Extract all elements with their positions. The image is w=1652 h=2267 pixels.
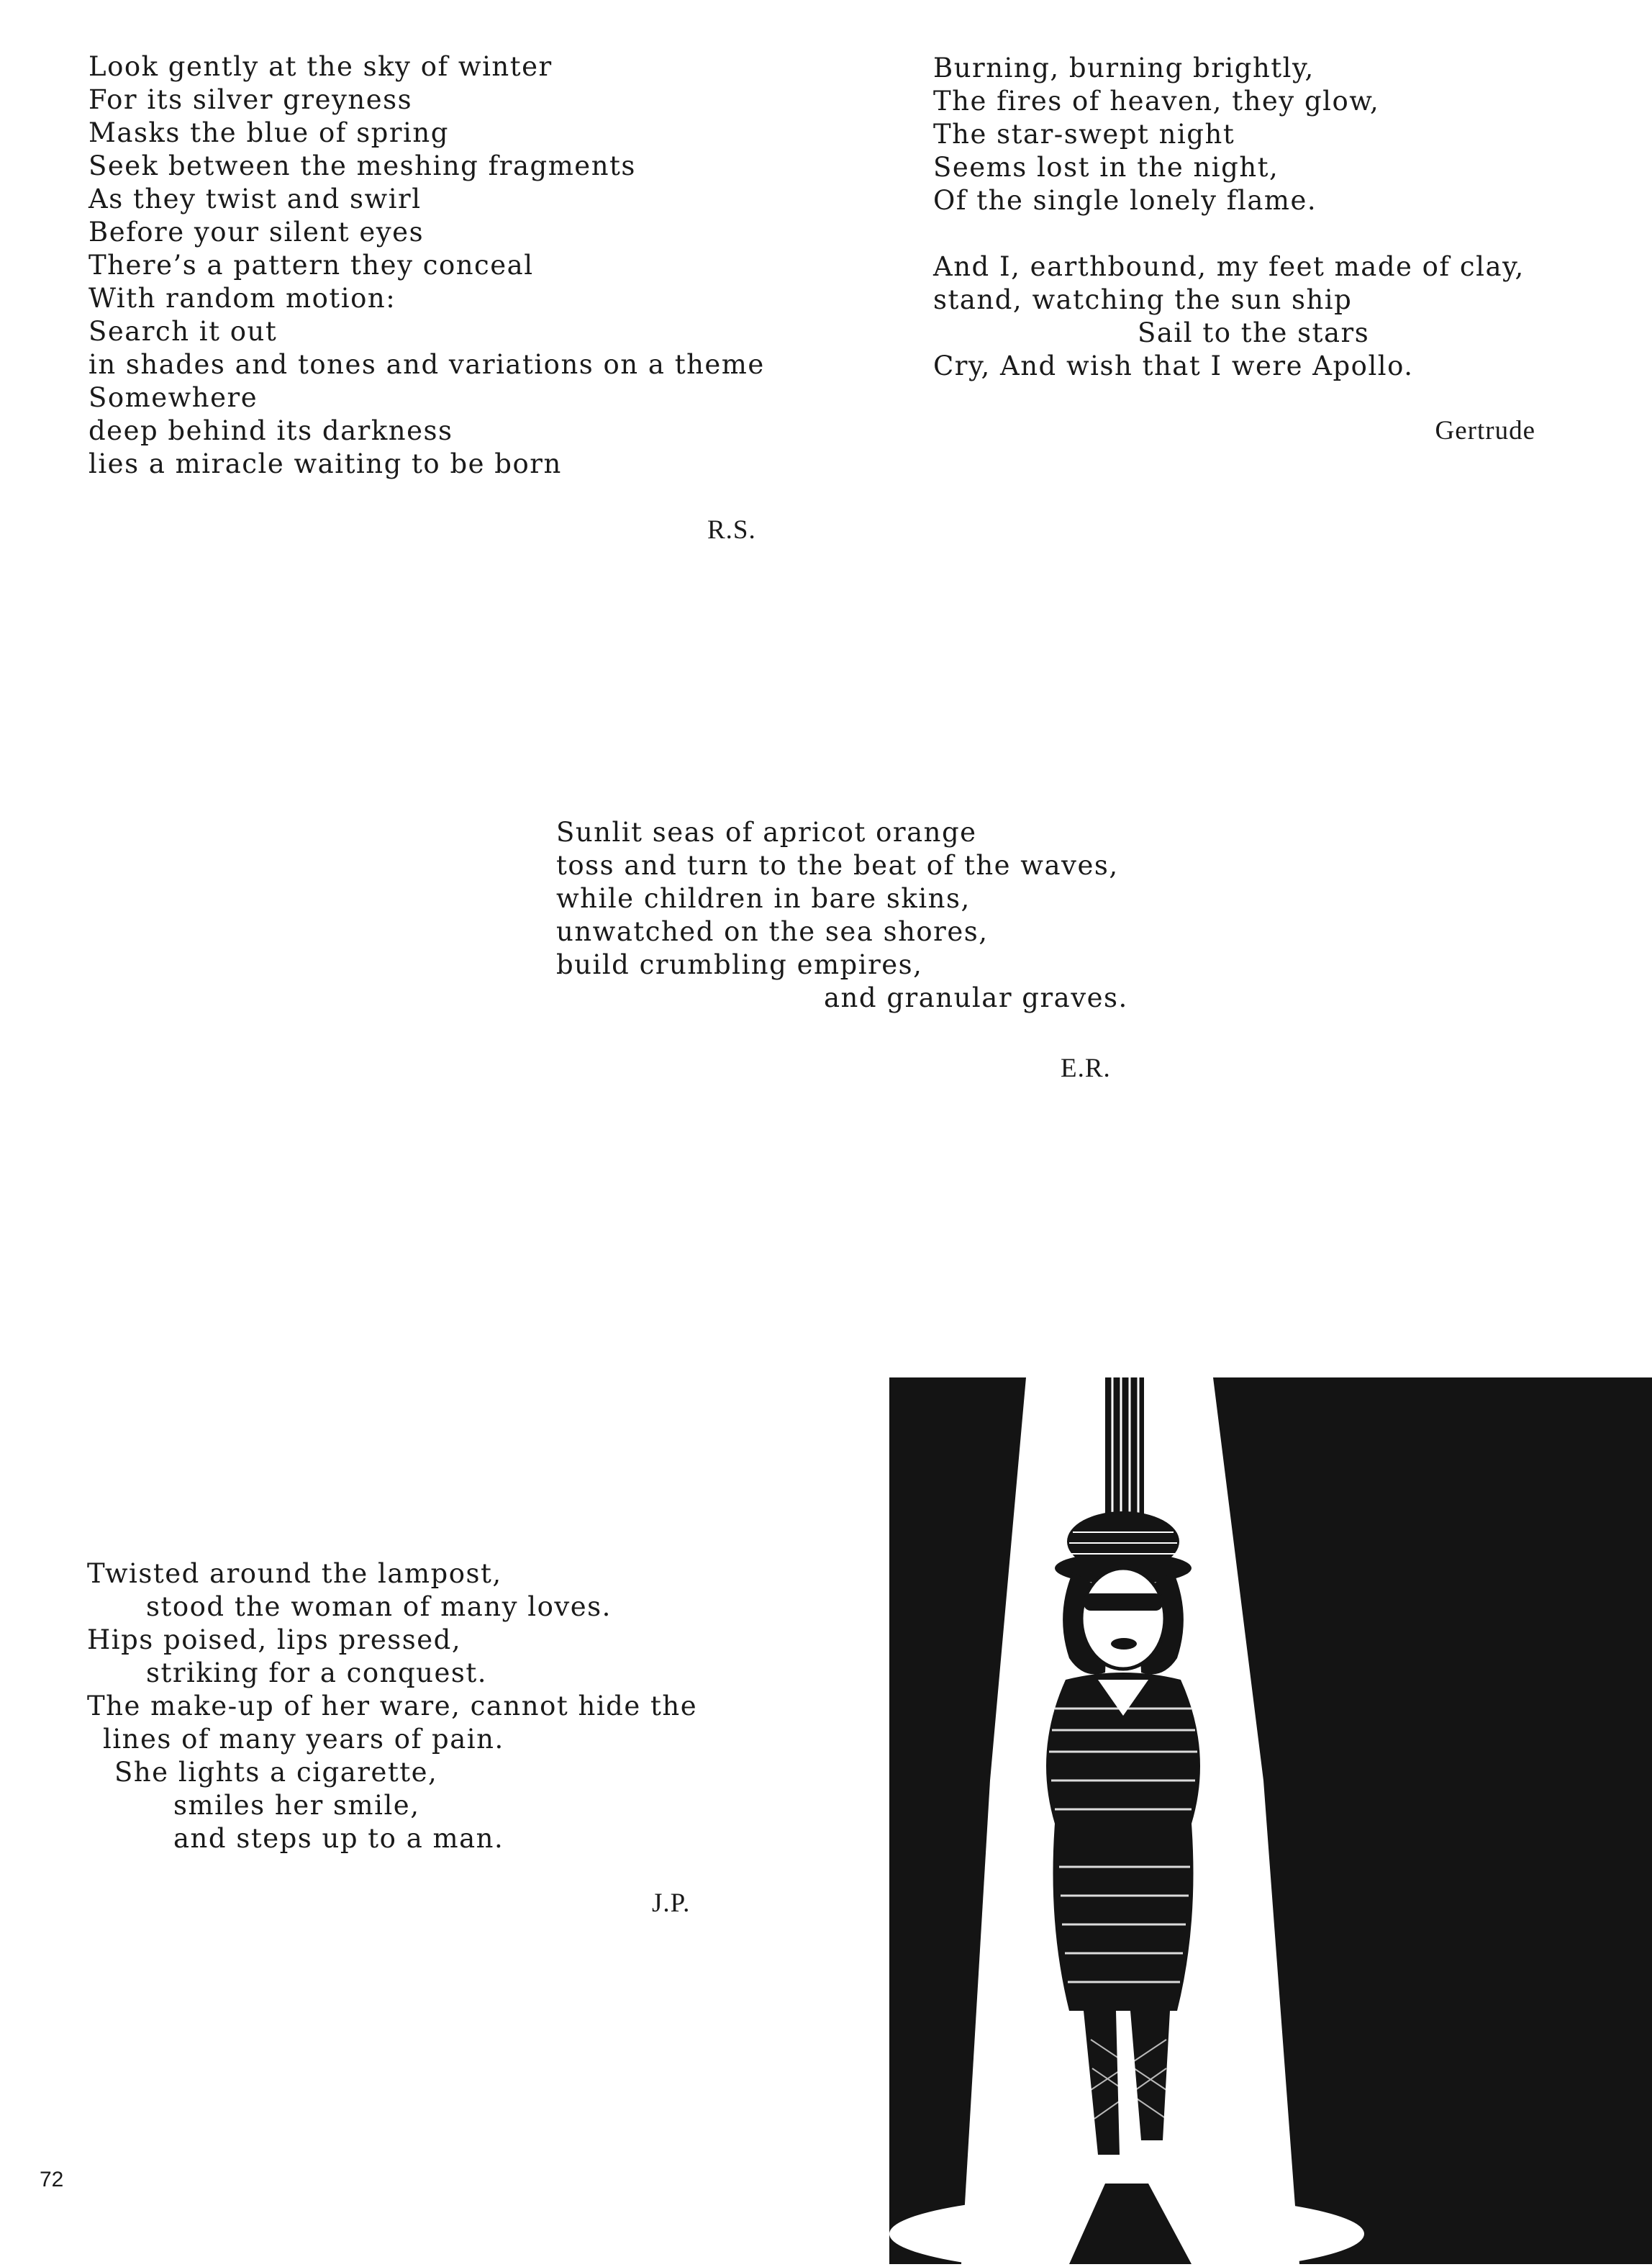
poem-line: Cry, And wish that I were Apollo. [933, 350, 1414, 381]
poem-line: Somewhere [88, 382, 258, 413]
poem-line: There’s a pattern they conceal [88, 250, 534, 281]
face-icon [1081, 1568, 1165, 1669]
poem-line: toss and turn to the beat of the waves, [556, 850, 1119, 881]
poem-line: Burning, burning brightly, [933, 53, 1315, 83]
stanza-break [933, 217, 1525, 250]
woman-under-lamppost-illustration [889, 1377, 1652, 2264]
poem-line: in shades and tones and variations on a theme [88, 349, 765, 380]
poem-line: build crumbling empires, [556, 949, 923, 980]
poem-line: Hips poised, lips pressed, [87, 1624, 462, 1655]
poem-line: stood the woman of many loves. [146, 1591, 612, 1622]
poem-line: stand, watching the sun ship [933, 284, 1353, 315]
lips-icon [1111, 1638, 1137, 1650]
poem-line: lines of many years of pain. [103, 1724, 504, 1755]
poem-line: unwatched on the sea shores, [556, 916, 989, 947]
poem-line: Twisted around the lampost, [87, 1558, 502, 1589]
poem-signature: Gertrude [1435, 416, 1535, 445]
poem-line: Of the single lonely flame. [933, 185, 1317, 216]
poem-line: Masks the blue of spring [88, 117, 449, 148]
poem-line: smiles her smile, [173, 1790, 420, 1821]
poem-line: The make-up of her ware, cannot hide the [87, 1691, 698, 1721]
poem-line: The star-swept night [933, 119, 1235, 150]
poem-line: And I, earthbound, my feet made of clay, [933, 251, 1525, 282]
poem-signature: J.P. [652, 1888, 691, 1918]
poem-line: Look gently at the sky of winter [88, 51, 553, 82]
page-number: 72 [40, 2168, 64, 2191]
poem-line: Before your silent eyes [88, 217, 425, 248]
illustration-artwork [889, 1377, 1652, 2264]
poem-line: Sail to the stars [1138, 317, 1370, 348]
poem-line: As they twist and swirl [88, 184, 422, 214]
poem-line: while children in bare skins, [556, 883, 971, 914]
poem-line: and granular graves. [824, 982, 1128, 1013]
poem-line: The fires of heaven, they glow, [933, 86, 1380, 117]
poem-line: She lights a cigarette, [114, 1757, 438, 1788]
poem-line: With random motion: [88, 283, 396, 314]
poem-line: For its silver greyness [88, 84, 413, 115]
poem-text [88, 50, 765, 481]
poem-signature: R.S. [707, 515, 756, 545]
sunglasses-icon [1084, 1593, 1163, 1611]
poem-line: striking for a conquest. [146, 1657, 488, 1688]
poem-line: deep behind its darkness [88, 415, 453, 446]
poem-text [556, 816, 1128, 1015]
poem-line: Seek between the meshing fragments [88, 150, 636, 181]
poem-line: and steps up to a man. [173, 1823, 504, 1854]
poem-text [933, 52, 1525, 383]
poem-line: Seems lost in the night, [933, 152, 1279, 183]
dress-icon [1046, 1673, 1200, 2011]
poem-line: lies a miracle waiting to be born [88, 448, 562, 479]
poem-line: Search it out [88, 316, 278, 347]
poem-signature: E.R. [1061, 1054, 1111, 1083]
poem-text [87, 1557, 697, 1855]
poem-line: Sunlit seas of apricot orange [556, 817, 977, 848]
